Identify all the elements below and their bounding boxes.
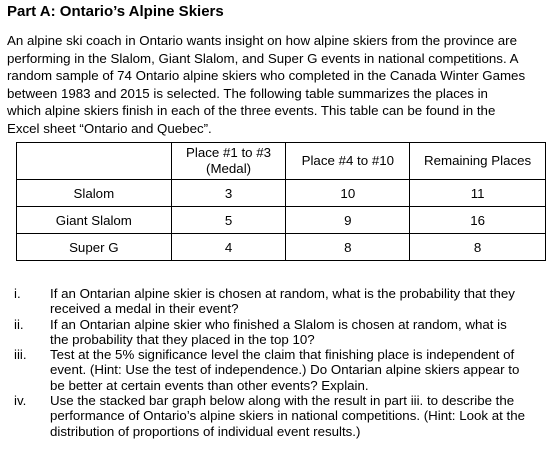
intro-line: performing in the Slalom, Giant Slalom, and Super G events in national competitions. A bbox=[7, 50, 519, 66]
question-line: performance of Ontario’s alpine skiers in national competitions. (Hint: Look at the bbox=[50, 408, 525, 424]
top10-cell: 10 bbox=[286, 180, 410, 207]
medal-cell: 5 bbox=[171, 207, 286, 234]
intro-line: Excel sheet “Ontario and Quebec”. bbox=[7, 120, 212, 136]
question-line: distribution of proportions of individual event results.) bbox=[50, 423, 361, 439]
question-item bbox=[14, 286, 554, 317]
question-line: the probability that they placed in the top 10? bbox=[50, 331, 315, 347]
remaining-cell: 11 bbox=[410, 180, 546, 207]
top10-cell: 9 bbox=[286, 207, 410, 234]
question-item bbox=[14, 393, 554, 439]
question-line: Use the stacked bar graph below along with the result in part iii. to describe the bbox=[50, 393, 515, 409]
question-line: received a medal in their event? bbox=[50, 301, 239, 317]
remaining-cell: 8 bbox=[410, 234, 546, 261]
event-cell: Slalom bbox=[17, 180, 172, 207]
table-header-top10: Place #4 to #10 bbox=[286, 143, 410, 180]
question-line: If an Ontarian alpine skier is chosen at random, what is the probability that they bbox=[50, 286, 515, 301]
section-title: Part A: Ontario’s Alpine Skiers bbox=[7, 3, 224, 20]
remaining-cell: 16 bbox=[410, 207, 546, 234]
header-medal-line1: Place #1 to #3 bbox=[186, 145, 272, 160]
table-row bbox=[17, 207, 546, 234]
question-line: event. (Hint: Use the test of independence.) Do Ontarian alpine skiers appear to bbox=[50, 362, 520, 378]
intro-line: which alpine skiers finish in each of the three events. This table can be found in the bbox=[7, 103, 496, 118]
question-line: Test at the 5% significance level the claim that finishing place is independent of bbox=[50, 347, 515, 363]
question-number: ii. bbox=[14, 316, 24, 332]
header-medal-line2: (Medal) bbox=[206, 161, 252, 176]
table-header-row bbox=[17, 143, 546, 180]
question-line: be better at certain events than other events? Explain. bbox=[50, 377, 369, 393]
intro-line: An alpine ski coach in Ontario wants insight on how alpine skiers from the province are bbox=[7, 33, 517, 48]
question-list bbox=[14, 286, 554, 439]
event-cell: Giant Slalom bbox=[17, 207, 172, 234]
table-row bbox=[17, 180, 546, 207]
question-number: iv. bbox=[14, 393, 27, 409]
table-header-empty bbox=[17, 143, 172, 180]
question-item bbox=[14, 347, 554, 393]
table-row bbox=[17, 234, 546, 261]
question-number: i. bbox=[14, 286, 21, 301]
intro-line: random sample of 74 Ontario alpine skiers who completed in the Canada Winter Games bbox=[7, 68, 526, 83]
question-item bbox=[14, 317, 554, 348]
top10-cell: 8 bbox=[286, 234, 410, 261]
table-header-remaining: Remaining Places bbox=[410, 143, 546, 180]
medal-cell: 4 bbox=[171, 234, 286, 261]
table-header-medal bbox=[171, 143, 286, 180]
placings-table bbox=[16, 142, 546, 261]
intro-paragraph bbox=[7, 32, 555, 137]
question-number: iii. bbox=[14, 347, 27, 363]
event-cell: Super G bbox=[17, 234, 172, 261]
question-line: If an Ontarian alpine skier who finished a Slalom is chosen at random, what is bbox=[50, 316, 507, 332]
intro-line: between 1983 and 2015 is selected. The following table summarizes the places in bbox=[7, 85, 488, 101]
medal-cell: 3 bbox=[171, 180, 286, 207]
